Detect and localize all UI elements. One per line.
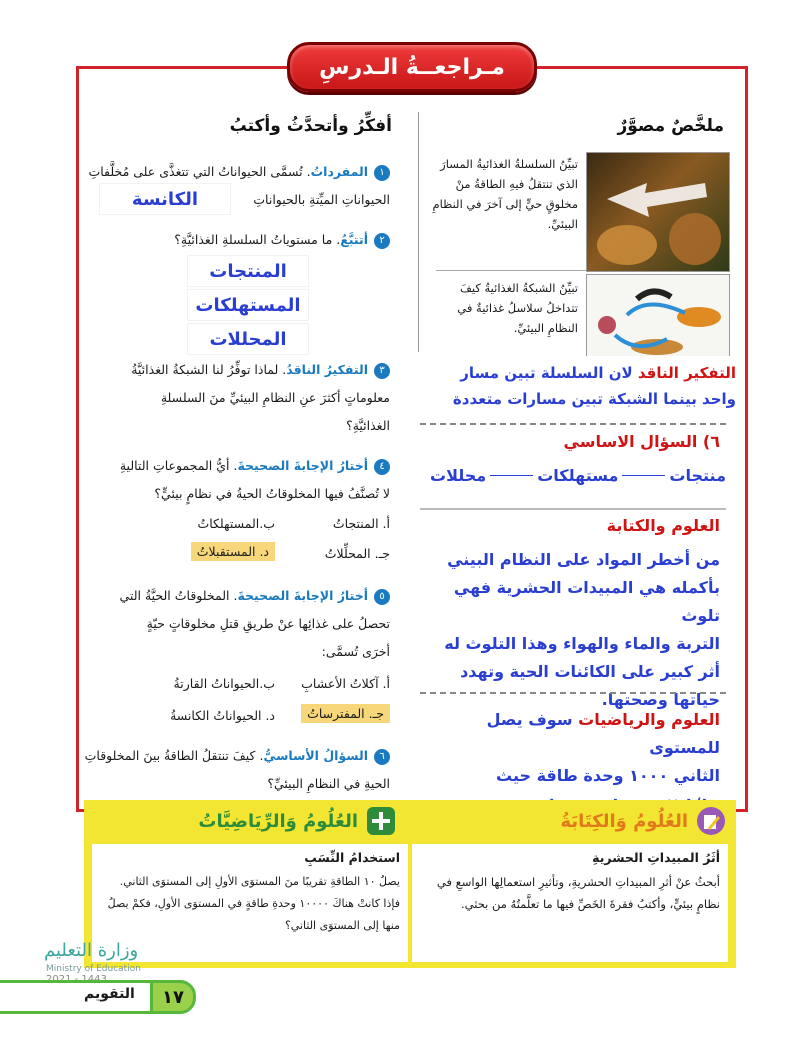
science-writing-title	[560, 806, 726, 836]
answer-line: حياتها وصحتها.	[601, 690, 720, 709]
summary-line: الذي تنتقلُ فيهِ الطاقةُ منْ	[455, 177, 578, 191]
question-3-line2: معلوماتٍ أكثرَ عنِ النظامِ البيئيِّ منَ السلسلةِ	[160, 390, 390, 405]
lesson-review-title: مـراجعــةُ الـدرسِ	[287, 42, 537, 92]
card-body	[420, 871, 720, 915]
answer-label: التفكير الناقد	[637, 364, 736, 382]
math-icon	[366, 806, 396, 836]
q5-option-c	[301, 706, 390, 721]
arrow-icon	[622, 475, 665, 476]
q4-option-b: ب.المستهلكاتُ	[197, 516, 275, 531]
q5-option-d: د. الحيواناتُ الكانسةُ	[170, 708, 275, 723]
selected-answer-highlight: د. المستقبلاتُ	[191, 542, 275, 561]
card-line: نظامٍ بيئيٍّ، وأكتبُ فقرةَ الخَصِّ فيها ما تعلَّمتُهُ من بحثي.	[460, 897, 720, 911]
panel-title: العُلُومُ وَالكِتَابَةُ	[560, 810, 688, 832]
question-5-line2: تحصلُ على غذائِها عنْ طريقِ قتلِ مخلوقاتٍ حيّةٍ	[146, 616, 390, 631]
critical-thinking-answer	[418, 356, 744, 420]
question-1-line2: الحيواناتِ الميِّتةِ بالحيواناتِ	[253, 192, 390, 207]
answer-line: بأكمله هي المبيدات الحشرية فهي تلوث	[453, 578, 720, 625]
answer-text: الثاني ١٠٠٠ وحدة طاقة حيث	[496, 766, 720, 785]
question-text: . أيُّ المجموعاتِ التاليةِ	[119, 458, 238, 473]
writing-answer-text	[420, 546, 720, 714]
question-text: . لماذا توفِّرُ لنا الشبكةُ الغذائيَّةُ	[131, 362, 287, 377]
summary-line: مخلوقٍ حيٍّ إلى آخرَ في النظامِ	[432, 197, 578, 211]
question-keyword: أختارُ الإجابةَ الصحيحةَ	[237, 458, 368, 473]
food-chain-photo	[586, 152, 730, 272]
q5-option-a: أ. آكلاتُ الأعشابِ	[301, 676, 390, 691]
ministry-logo-text: وزارة التعليم	[44, 940, 139, 961]
science-math-title	[198, 806, 396, 836]
question-keyword: أختارُ الإجابةَ الصحيحةَ	[237, 588, 368, 603]
answer-box-q2-1: المنتجات	[188, 256, 308, 286]
question-6	[70, 742, 390, 770]
chain-item-decomposers: محللات	[430, 466, 487, 485]
question-6-line2: الحيةِ في النظامِ البيئيِّ؟	[267, 776, 390, 791]
food-web-icon	[587, 275, 729, 361]
dashed-separator	[420, 423, 726, 425]
answer-box-q1: الكانسة	[100, 184, 230, 214]
energy-chain	[430, 466, 726, 485]
question-keyword: أتتبَّعُ	[340, 232, 368, 247]
question-3	[70, 356, 390, 384]
arrow-icon	[490, 475, 533, 476]
writing-answer-label: العلوم والكتابة	[606, 516, 720, 535]
question-1	[70, 158, 390, 186]
answer-line: من أخطر المواد على النظام البيني	[447, 550, 720, 569]
question-5	[70, 582, 390, 610]
summary-line: تبيِّنُ الشبكةُ الغذائيةُ كيفَ	[460, 281, 578, 295]
answer-label: العلوم والرياضيات	[578, 710, 720, 729]
math-card	[92, 844, 408, 962]
extension-panel	[84, 800, 736, 968]
think-heading: أفكِّرُ وأتحدَّثُ وأكتبُ	[229, 116, 392, 136]
question-keyword: التفكيرُ الناقدُ	[286, 362, 368, 377]
question-3-line3: الغذائيَّةِ؟	[346, 418, 390, 433]
question-text: . ما مستوياتُ السلسلةِ الغذائيَّةِ؟	[174, 232, 341, 247]
summary-line: النظامِ البيئيِّ.	[513, 321, 578, 335]
selected-answer-highlight: جـ. المفترساتُ	[301, 704, 390, 723]
summary-divider	[436, 270, 586, 271]
question-number-badge: ٤	[374, 459, 390, 475]
ministry-logo-subtitle: Ministry of Education	[46, 964, 141, 974]
question-number-badge: ١	[374, 165, 390, 181]
question-number-badge: ٣	[374, 363, 390, 379]
answer-text: لان السلسلة تبين مسار	[460, 364, 638, 382]
question-5-line3: أخرَى تُسمَّى:	[321, 644, 390, 659]
dashed-separator	[420, 692, 726, 694]
question-4-line2: لا تُصنَّفُ فيها المخلوقاتُ الحيةُ في نظامٍ بيئيٍّ؟	[154, 486, 390, 501]
question-keyword: السؤالُ الأساسيُّ	[263, 748, 368, 763]
summary-line: البيئيِّ.	[547, 217, 578, 231]
card-line: أبحثُ عنْ أثرِ المبيداتِ الحشريةِ، وتأثيرِ استعمالِها الواسعِ في	[436, 875, 720, 889]
answer-box-q2-2: المستهلكات	[188, 290, 308, 320]
card-subtitle: أثَرُ المبيداتِ الحشريةِ	[592, 850, 720, 865]
answer-box-q2-3: المحللات	[188, 324, 308, 354]
question-number-badge: ٥	[374, 589, 390, 605]
question-text: . كيفَ تنتقلُ الطاقةُ بينَ المخلوقاتِ	[84, 748, 264, 763]
summary-row-2	[428, 278, 578, 338]
question-text: . تُسمَّى الحيواناتُ التي تتغذَّى على مُخلَّفاتِ	[88, 164, 311, 179]
q4-option-a: أ. المنتجاتُ	[332, 516, 390, 531]
q5-option-b: ب.الحيواناتُ القارتةُ	[173, 676, 275, 691]
column-divider	[418, 112, 419, 352]
summary-row-1	[428, 154, 578, 234]
card-body	[100, 871, 400, 937]
summary-line: تبيِّنُ السلسلةُ الغذائيةُ المسارَ	[440, 157, 578, 171]
answer-text: سوف يصل للمستوى	[486, 710, 720, 757]
chain-item-consumers: مستهلكات	[537, 466, 619, 485]
summary-heading: ملخَّصٌ مصوَّرٌ	[617, 116, 724, 136]
footer-section-label: التقويم	[84, 986, 135, 1002]
page-number: ١٧	[150, 980, 196, 1014]
question-2	[70, 226, 390, 254]
pencil-paper-icon	[696, 806, 726, 836]
essential-question-label: ٦) السؤال الاساسي	[563, 432, 720, 451]
question-text: . المخلوقاتُ الحيَّةُ التي	[119, 588, 238, 603]
answer-text: واحد بينما الشبكة تبين مسارات متعددة	[452, 390, 736, 408]
section-separator	[420, 508, 726, 510]
summary-line: تتداخلُ سلاسلُ غذائيةٌ في	[457, 301, 578, 315]
card-subtitle: استخدامُ النِّسَبِ	[304, 850, 400, 865]
question-number-badge: ٦	[374, 749, 390, 765]
arrow-icon	[587, 153, 729, 271]
card-line: فإذا كانتْ هناكَ ١٠٠٠٠ وحدةِ طاقةٍ في المستوَى الأولِ، فكمْ يصلُ	[107, 897, 400, 910]
writing-card	[412, 844, 728, 962]
question-keyword: المفرداتُ	[310, 164, 368, 179]
question-4	[70, 452, 390, 480]
food-web-photo	[586, 274, 730, 362]
answer-line: أثر كبير على الكائنات الحية وتهدد	[460, 662, 720, 681]
chain-item-producers: منتجات	[669, 466, 726, 485]
q4-option-d	[191, 544, 275, 559]
panel-title: العُلُومُ وَالرِّيَاضِيَّاتُ	[198, 810, 358, 832]
question-number-badge: ٢	[374, 233, 390, 249]
answer-line: التربة والماء والهواء وهذا التلوث له	[444, 634, 720, 653]
q4-option-c: جـ. المحلِّلاتُ	[324, 546, 390, 561]
card-line: يصلُ ١٠ الطاقةِ تقريبًا منَ المستوَى الأولِ إلى المستوَى الثاني.	[119, 875, 400, 888]
card-line: منها إلى المستوَى الثاني؟	[284, 919, 400, 932]
